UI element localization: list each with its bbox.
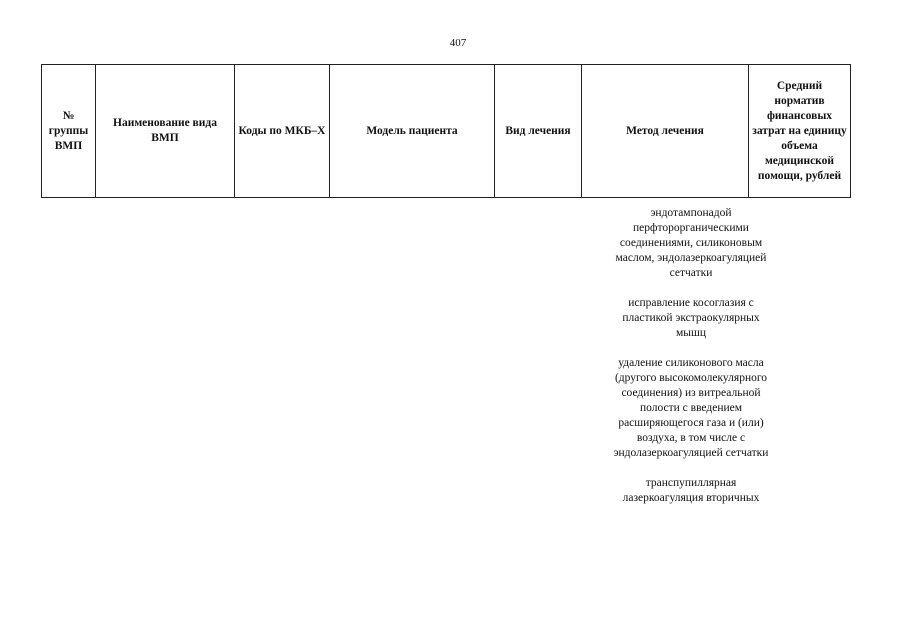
header-group-number: № группы ВМП: [42, 65, 96, 198]
header-icd-codes: Коды по МКБ–Х: [235, 65, 330, 198]
method-item: эндотампонадой перфторорганическими соединениями, силиконовым маслом, эндолазеркоагуляцией сетчатки: [615, 207, 767, 279]
table-header: [41, 64, 851, 198]
page-number: 407: [449, 37, 467, 49]
method-item: транспупиллярная лазеркоагуляция вторичных: [622, 477, 760, 504]
header-treatment-type: Вид лечения: [495, 65, 582, 198]
header-patient-model: Модель пациента: [330, 65, 495, 198]
method-item: исправление косоглазия с пластикой экстраокулярных мышц: [622, 297, 760, 339]
header-vmp-name: Наименование вида ВМП: [96, 65, 235, 198]
header-treatment-method: Метод лечения: [582, 65, 749, 198]
method-item: удаление силиконового масла (другого высокомолекулярного соединения) из витреальной полости с введением расширяющегося газа и (или) воздуха, в том числе с эндолазеркоагуляцией сетчатки: [613, 357, 769, 459]
treatment-method-column: [612, 206, 770, 521]
header-cost-standard: Средний норматив финансовых затрат на единицу объема медицинской помощи, рублей: [749, 65, 851, 198]
